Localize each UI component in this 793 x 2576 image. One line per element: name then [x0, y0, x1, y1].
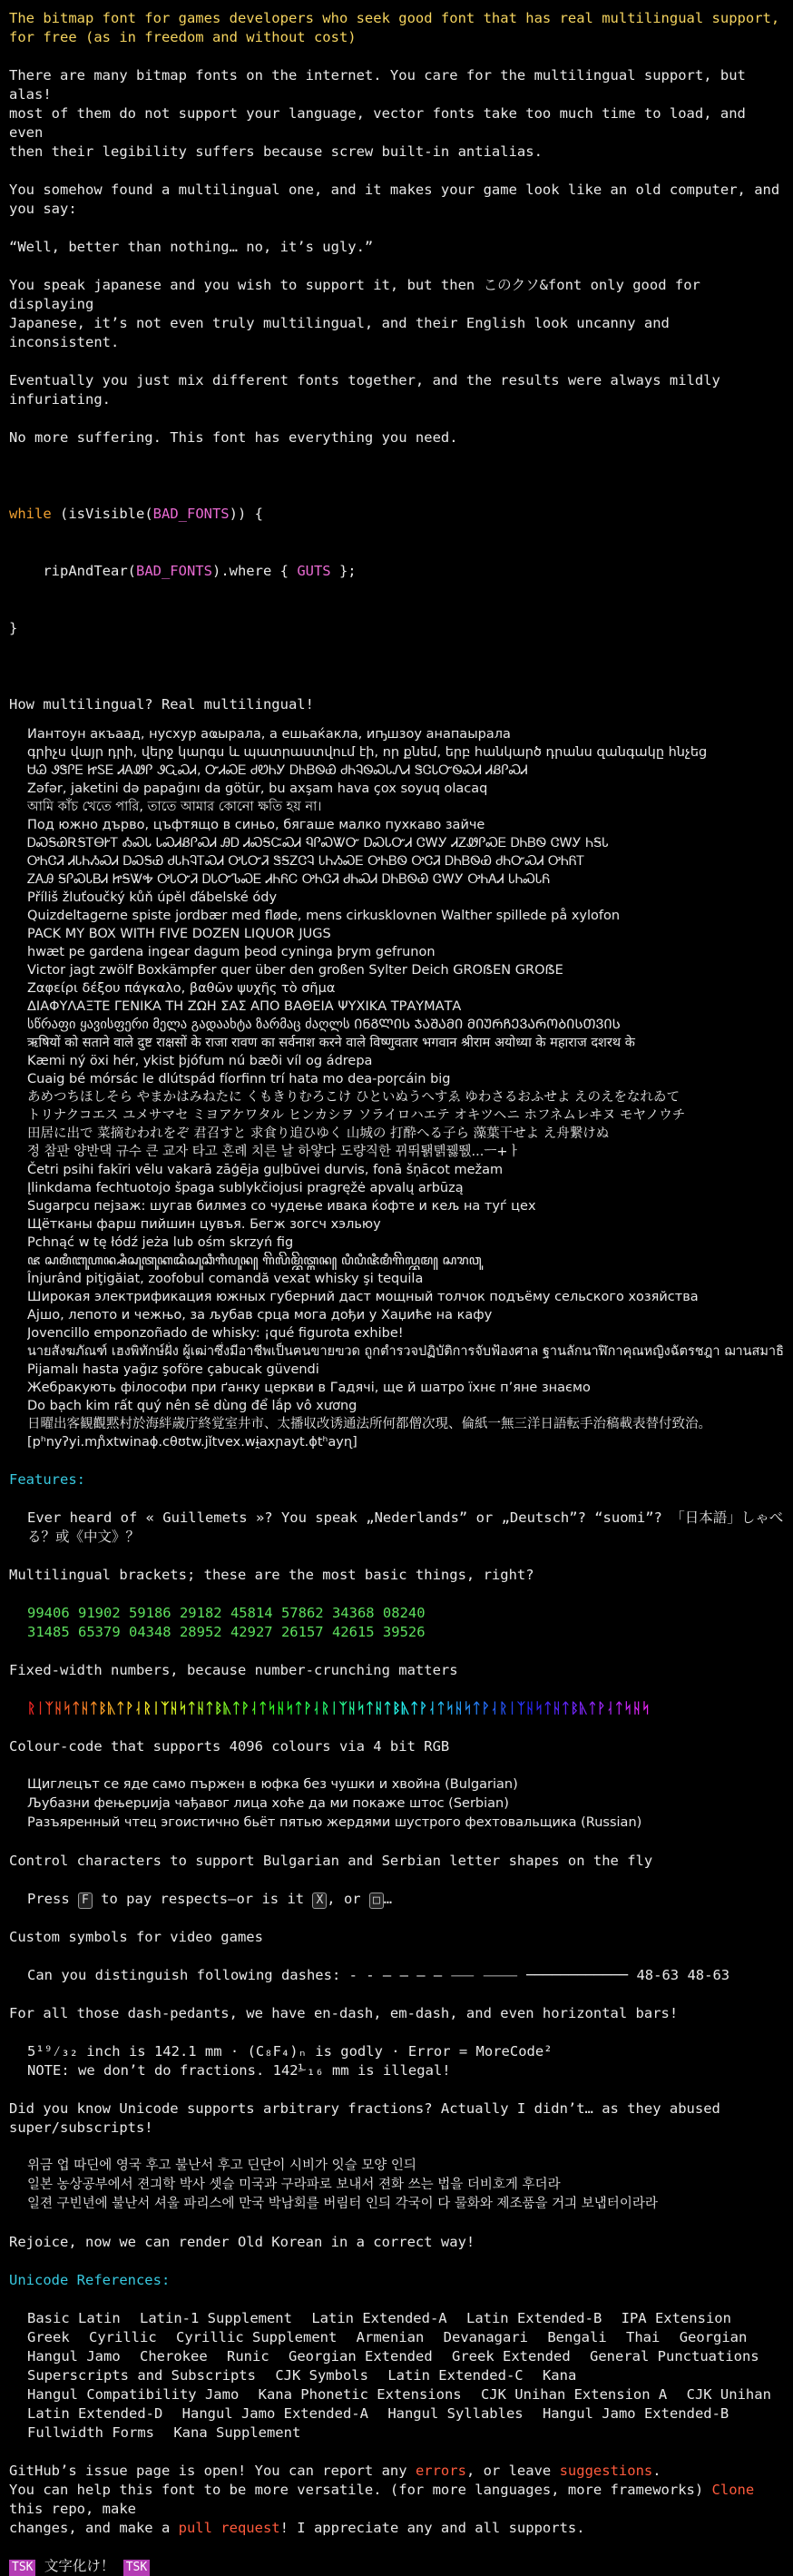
reference-item: Fullwidth Forms — [27, 2424, 154, 2441]
section-heading: Custom symbols for video games — [9, 1929, 263, 1945]
section-heading: How multilingual? Real multilingual! — [9, 696, 314, 713]
code-text: } — [9, 620, 18, 636]
logo-right-icon: TSK — [123, 2560, 150, 2576]
press-text: Press — [27, 1891, 78, 1907]
multilingual-sample-line: 田居に出で 菜摘むわれをぞ 君召すと 求食り追ひゆく 山城の 打酔へる子ら 藻葉干せよ え舟繋けぬ — [27, 1126, 610, 1141]
multilingual-sample-line: ꦗ ꦱꦩꦶꦧꦸꦲꦤ꧀ꦱꦶꦱꦸꦠꦸꦏꦢꦶꦱꦸꦕꦶꦒꦶꦥꦸꦤ꧀ ꦒꦼꦭꦼꦩ꧀ꦧꦼꦠ꧀ꦭꦤ꧀ ꦥꦶꦥꦶꦗꦶꦩꦶꦒꦼꦭ꧀ꦧꦩ꧀ ꦱꦫꦮꦸ — [27, 1254, 482, 1268]
multilingual-sample-line: Sugarpcu пејзаж: шугав билмез со чудење ивака ќофте и кељ на туѓ цех — [27, 1199, 536, 1214]
multilingual-sample-line: ᎠᏍᎦᏯᎡᎦᎢᎾᎨᎢ ᎣᏍᏓ ᏓᏍᏗᏰᎵᏍᏗ ᎯᎠ ᏗᏍᎦᏨᏍᏗ ᏄᎵᏍᏔᏅ ᎠᏍᏓᏅᏗ ᏣᎳᎩ ᏗᏃᏪᎵᏍᎬ ᎠᏂᏴᏫ ᏣᎳᎩ ᏂᎦᏓ — [27, 836, 609, 850]
footer-line — [9, 2462, 784, 2481]
reference-item: Kana — [542, 2367, 577, 2384]
key-x-icon: X — [312, 1893, 327, 1909]
multilingual-sample-line: ᏃᎪᎯ ᎦᎵᏍᏓᏴᏗ ᏥᎦᏔᎭ ᎤᏓᏅᏘ ᎠᏓᏅᏖᏍᎬ ᏗᏂᏲᏟ ᎤᏂᏣᏘ ᏧᏂᏍᏗ ᎠᏂᏴᏫᏯ ᏣᎳᎩ ᎤᏂᎪᏗ ᏓᏂᏍᏓᏲ — [27, 872, 551, 887]
multilingual-sample-line: นายสังฆภัณฑ์ เฮงพิทักษ์ฝั่ง ผู้เฒ่าซึ่งมีอาชีพเป็นฅนขายฃวด ถูกตำรวจปฏิบัติการจับฟ้องศาล ฐานลักนาฬิกาคุณหญิงฉัตรชฎา ฌานสมาธิ — [27, 1344, 784, 1359]
tagline-line-1: The bitmap font for games developers who seek good font that has real multilingual support, — [9, 10, 780, 26]
reference-item: Bengali — [547, 2329, 607, 2345]
multilingual-sample-line: hwæt pe gardena ingear dagum þeod cyninga þrym gefrunon — [27, 945, 436, 959]
intro-text: There are many bitmap fonts on the internet. You care for the multilingual support, but alas! — [9, 67, 746, 103]
multilingual-sample-line: Ζαφείρι δέξου πάγκαλο, βαθῶν ψυχῆς τὸ σῆμα — [27, 981, 336, 996]
reference-item: Latin Extended-B — [465, 2310, 602, 2326]
multilingual-sample-line: Quizdeltagerne spiste jordbær med fløde, mens cirkusklovnen Walther spillede på xylofon — [27, 909, 621, 923]
multilingual-sample-line: Щётканы фарш пийшин цувъя. Бегж зогсч хэльюу — [27, 1217, 381, 1232]
intro-text: most of them do not support your language, vector fonts take too much time to load, and even — [9, 105, 746, 141]
multilingual-sample-line: ऋषियों को सताने वाले दुष्ट राक्षसों के राजा रावण का सर्वनाश करने वाले विष्णुवतार भगवान श्रीराम अयोध्या के महाराज दशरथ के — [27, 1036, 635, 1050]
korean-line: 일젼 구빈년에 불난서 셔울 파리스에 만국 박남회를 버림터 인듸 각국이 다 물화와 제조품을 거긔 보냅터이라라 — [27, 2197, 658, 2211]
sample-line: Разъяренный чтец эгоистично бьёт пятью жердями шустрого фехтовальщика (Russian) — [27, 1815, 642, 1830]
reference-item: Latin Extended-D — [27, 2405, 163, 2422]
multilingual-sample-line: Četri psihi fakīri vēlu vakarā zāģēja guļbūvei durvis, fonā šņācot mežam — [27, 1163, 504, 1177]
code-constant: GUTS — [297, 563, 331, 579]
guillemets-line: Ever heard of « Guillemets »? You speak „Nederlands” or „Deutsch”? “suomi”? 「日本語」しゃべる？或《中文》？ — [27, 1509, 784, 1545]
suggestions-link[interactable]: suggestions — [559, 2463, 653, 2479]
multilingual-sample-line: Zəfər, jaketini də papağını da götür, bu axşam hava çox soyuq olacaq — [27, 782, 488, 796]
reference-item: Devanagari — [443, 2329, 528, 2345]
reference-item: CJK Unihan — [686, 2386, 771, 2403]
numbers-line: 31485 65379 04348 28952 42927 26157 42615 39526 — [27, 1624, 426, 1640]
reference-item: Cherokee — [140, 2348, 208, 2365]
unicode-references-list — [9, 2309, 784, 2443]
code-text: ripAndTear( — [9, 563, 136, 579]
code-line — [9, 562, 784, 581]
korean-line: 일본 농상공부에서 젼긔학 박사 셋슬 미국과 구라파로 보내서 젼화 쓰는 법을 더비호게 후더라 — [27, 2178, 561, 2192]
rainbow-runes: ᚱᛁᛉᚺᛋᛏᚺᛏᛒᚣᛏᚹᛆᚱᛁᛉᚺᛋᛏᚺᛏᛒᚣᛏᚹᛆᛏᛋᚺᛋᛏᚹᛆᚱᛁᛉᚺᛋᛏᚺᛏᛒᚣᛏᚹᛆᛏᛋᚺᛋᛏᚹᛆᚱᛁᛉᚺᛋᛏᚺᛏᛒᚣᛏᚹᛆᛏᛋᚺᛋ — [27, 1700, 651, 1716]
dashes-line: Can you distinguish following dashes: - ‐ ‒ – — ― ⸺ ⸻ ──────────── 48‑63 48-63 — [27, 1967, 730, 1983]
reference-item: Hangul Syllables — [387, 2405, 524, 2422]
press-text: to pay respects—or is it — [92, 1891, 313, 1907]
tagline-line-2: for free (as in freedom and without cost) — [9, 29, 357, 45]
reference-item: Latin-1 Supplement — [140, 2310, 292, 2326]
press-text: , or — [327, 1891, 369, 1907]
reference-item: General Punctuations — [590, 2348, 759, 2365]
section-heading: Control characters to support Bulgarian and Serbian letter shapes on the fly — [9, 1853, 653, 1869]
reference-item: CJK Symbols — [275, 2367, 368, 2384]
code-text: )) { — [229, 506, 263, 522]
numbers-block — [9, 1604, 784, 1642]
section-heading: Multilingual brackets; these are the most basic things, right? — [9, 1567, 534, 1583]
footer-text: , or leave — [465, 2463, 560, 2479]
multilingual-sample-line: Ајшо, лепото и чежњо, за љубав срца мога дођи у Хаџиће на кафу — [27, 1308, 493, 1322]
intro-text: You speak japanese and you wish to support it, but then このクソ&font only good for displaying — [9, 277, 700, 312]
reference-item: Superscripts and Subscripts — [27, 2367, 256, 2384]
multilingual-sample-line: Įlinkdama fechtuotojo špaga sublykčiojusi pragręžė apvalų arbūzą — [27, 1181, 464, 1195]
multilingual-sample-line: 정 참판 양반댁 규수 큰 교자 타고 혼례 치른 날 하얗다 도량직한 뀌뛰퇡톍꿿뛠...ㅡ+ㅏ — [27, 1145, 521, 1159]
sample-line: Щиглецът се яде само пържен в юфка без чушки и хвойна (Bulgarian) — [27, 1777, 518, 1792]
old-korean-block — [9, 2157, 784, 2214]
reference-item: Runic — [227, 2348, 269, 2365]
press-text: … — [383, 1891, 393, 1907]
korean-line: 위금 업 따딘에 영국 후고 불난서 후고 딘단이 시비가 잇슬 모양 인듸 — [27, 2158, 416, 2173]
quote-text: “Well, better than nothing… no, it’s ugly.” — [9, 239, 374, 255]
sample-line: Љубазни фењерџија чађавог лица хоће да ми покаже штос (Serbian) — [27, 1796, 509, 1811]
pull-request-link[interactable]: pull request — [178, 2520, 280, 2536]
footer-text: changes, and make a — [9, 2520, 179, 2536]
multilingual-sample-line: գրիչս վայր դրի, վերջ կարգս և պատրաստվում էի, որ քնեմ, երբ հանկարծ դրանս զանգակը հնչեց — [27, 745, 708, 760]
multilingual-sample-line: Pijamalı hasta yağız şoföre çabucak güvendi — [27, 1362, 319, 1377]
reference-item: Latin Extended-A — [311, 2310, 447, 2326]
features-heading: Features: — [9, 1471, 85, 1488]
code-text: }; — [330, 563, 357, 579]
multilingual-sample-line: Înjurând piţigăiat, zoofobul comandă vexat whisky şi tequila — [27, 1272, 424, 1286]
multilingual-sample-line: სწრაფი ყავისფერი მელა გადაახტა ზარმაც ძაღლს ᲘᲜᲒᲚᲘᲡ ᲯᲐᲨᲐᲛᲘ ᲛᲘᲣᲠᲩᲔᲕᲐᲠᲝᲑᲘᲡᲗᲕᲘᲡ — [27, 1018, 621, 1032]
code-block — [9, 467, 784, 676]
errors-link[interactable]: errors — [415, 2463, 466, 2479]
multilingual-sample-line: আমি কাঁচ খেতে পারি, তাতে আমার কোনো ক্ষতি হয় না। — [27, 800, 322, 814]
intro-paragraph — [9, 276, 784, 352]
code-keyword: while — [9, 506, 52, 522]
multilingual-sample-line: ᏌᏊ ᏭᏕᎵᎬ ᏥᏚᎬ ᏗᎪᏪᎵ ᏭᏩᏍᏗ, ᏅᏗᏍᎬ ᏧᏬᏂᎩ ᎠᏂᏴᏫᏯ ᏧᏂᎸᏫᏍᏓᏁᏗ ᏕᏣᏓᏅᏫᏍᏗ ᏗᏰᎵᏍᏗ — [27, 763, 528, 778]
footer-line — [9, 2481, 784, 2519]
logo-text: 文字化け！ — [44, 2558, 115, 2574]
reference-item: Hangul Jamo — [27, 2348, 121, 2365]
section-heading: Fixed-width numbers, because number-crunching matters — [9, 1662, 458, 1678]
intro-text: You somehow found a multilingual one, and it makes your game look like an old computer, and you say: — [9, 182, 780, 217]
footer-text: You can help this font to be more versatile. (for more languages, more frameworks) — [9, 2482, 712, 2498]
reference-item: CJK Unihan Extension A — [480, 2386, 668, 2403]
footer-line — [9, 2519, 784, 2538]
footer-text: ! I appreciate any and all supports. — [279, 2520, 585, 2536]
references-heading: Unicode References: — [9, 2272, 171, 2288]
multilingual-sample-line: Pchnąć w tę łódź jeża lub ośm skrzyń fig — [27, 1235, 294, 1250]
reference-item: Greek — [27, 2329, 70, 2345]
multilingual-sample-line: Под южно дърво, цъфтящо в синьо, бягаше малко пухкаво зайче — [27, 818, 485, 832]
reference-item: Greek Extended — [452, 2348, 571, 2365]
reference-item: Hangul Jamo Extended-A — [181, 2405, 368, 2422]
multilingual-sample-list — [9, 725, 784, 1451]
key-f-icon: F — [78, 1893, 93, 1909]
intro-paragraph — [9, 66, 784, 162]
footer — [9, 2462, 784, 2538]
logo-left-icon: TSK — [9, 2560, 35, 2576]
footer-text: this repo, make — [9, 2501, 136, 2517]
multilingual-sample-line: Широкая электрификация южных губерний даст мощный толчок подъёму сельского хозяйства — [27, 1290, 699, 1304]
multilingual-sample-line: ᎤᏂᏣᏘ ᏗᏓᏂᏱᏍᏗ ᎠᏍᎦᏯ ᏧᏓᏂᎸᎢᏍᏗ ᎤᏓᏅᏘ ᏕᎦᏃᏣᎸ ᏓᏂᏱᏍᎬ ᎤᏂᏴᏫ ᎤᏣᏘ ᎠᏂᏴᏫᏯ ᏧᏂᏅᏍᏗ ᎤᏂᏲᎢ — [27, 854, 585, 869]
intro-text: then their legibility suffers because screw built-in antialias. — [9, 143, 543, 160]
multilingual-sample-line: Kæmi ný öxi hér, ykist þjófum nú bæði víl og ádrepa — [27, 1054, 373, 1068]
press-line — [9, 1890, 784, 1909]
reference-item: IPA Extension — [621, 2310, 731, 2326]
multilingual-sample-line: ΔΙΑΦΥΛΑΞΤΕ ΓΕΝΙΚΑ ΤΗ ΖΩΗ ΣΑΣ ΑΠΟ ΒΑΘΕΙΑ ΨΥΧΙΚΑ ΤΡΑΥΜΑΤΑ — [27, 999, 462, 1014]
footer-text: GitHub’s issue page is open! You can report any — [9, 2463, 416, 2479]
multilingual-sample-line: あめつちほしそら やまかはみねたに くもきりむろこけ ひといぬうへすゑ ゆわさるおふせよ えのえをなれゐて — [27, 1090, 680, 1105]
multilingual-sample-line: Jovencillo emponzoñado de whisky: ¡qué figurota exhibe! — [27, 1326, 404, 1341]
reference-item: Kana Phonetic Extensions — [258, 2386, 462, 2403]
code-constant: BAD_FONTS — [152, 506, 230, 522]
reference-item: Thai — [626, 2329, 661, 2345]
section-heading: Rejoice, now we can render Old Korean in a correct way! — [9, 2234, 475, 2250]
multilingual-sample-line: Příliš žluťoučký kůň úpěl ďábelské ódy — [27, 890, 278, 905]
multilingual-sample-line: Жебракують філософи при ґанку церкви в Гадячі, ще й шатро їхнє п’яне знаємо — [27, 1381, 591, 1395]
section-heading: Colour-code that supports 4096 colours via 4 bit RGB — [9, 1738, 450, 1755]
code-line — [9, 619, 784, 638]
code-text: ).where { — [211, 563, 298, 579]
fraction-line: NOTE: we don’t do fractions. 142⅟₁₆ mm is illegal! — [27, 2062, 451, 2079]
clone-link[interactable]: Clone — [711, 2482, 755, 2498]
reference-item: Basic Latin — [27, 2310, 121, 2326]
multilingual-sample-line: PACK MY BOX WITH FIVE DOZEN LIQUOR JUGS — [27, 927, 331, 941]
reference-item: Latin Extended-C — [387, 2367, 524, 2384]
code-constant: BAD_FONTS — [135, 563, 212, 579]
multilingual-sample-line: Victor jagt zwölf Boxkämpfer quer über den großen Sylter Deich GROẞEN GROẞE — [27, 963, 563, 978]
intro-text: Eventually you just mix different fonts together, and the results were always mildly infuriating. — [9, 372, 720, 408]
multilingual-sample-line: トリナクコエス ユメサマセ ミヨアケワタル ヒンカシヲ ソライロハエテ オキツヘニ ホフネムレヰヌ モヤノウチ — [27, 1108, 686, 1123]
fractions-block — [9, 2042, 784, 2080]
reference-item: Hangul Compatibility Jamo — [27, 2386, 240, 2403]
reference-item: Armenian — [356, 2329, 425, 2345]
code-line — [9, 505, 784, 524]
code-text: (isVisible( — [51, 506, 153, 522]
bulgarian-serbian-samples — [9, 1775, 784, 1833]
numbers-line: 99406 91902 59186 29182 45814 57862 34368 08240 — [27, 1605, 426, 1621]
reference-item: Cyrillic Supplement — [176, 2329, 338, 2345]
multilingual-sample-line: 日曜出客観觀黙村於海絆歳庁終覚室井市、太播収改诱通法所何都僧次現、倫紙一無三洋日語転手治稿載表替付致治。 — [27, 1417, 711, 1431]
reference-item: Kana Supplement — [173, 2424, 301, 2441]
intro-text: Japanese, it’s not even truly multilingual, and their English look uncanny and inconsistent. — [9, 315, 670, 350]
footer-text: . — [652, 2463, 661, 2479]
multilingual-sample-line: Иантоун акъаад, нусхур аҩырала, а ешьаќакла, иҧшзоу анапаырала — [27, 727, 511, 742]
reference-item: Hangul Jamo Extended-B — [542, 2405, 729, 2422]
key-square-icon: □ — [369, 1893, 384, 1909]
multilingual-sample-line: Cuaig bé mórsác le dlútspád fíorfinn trí hata mo dea-poɼcáin big — [27, 1072, 451, 1086]
reference-item: Georgian — [679, 2329, 748, 2345]
multilingual-sample-line: [pʰnyʔyi.mɲ̊xtwinaɸ.cθʊtw.jǐtvex.wɨ̯axɲayt.ɸtʰayɳ] — [27, 1435, 357, 1450]
multilingual-sample-line: Do bạch kim rất quý nên sẽ dùng để lắp vô xương — [27, 1399, 357, 1413]
intro-text: No more suffering. This font has everything you need. — [9, 429, 458, 446]
section-heading: Did you know Unicode supports arbitrary fractions? Actually I didn’t… as they abused super/subscripts! — [9, 2100, 720, 2136]
reference-item: Cyrillic — [89, 2329, 157, 2345]
fraction-line: 5¹⁹⁄₃₂ inch is 142.1 mm · (C₈F₄)ₙ is godly · Error = MoreCode² — [27, 2043, 553, 2060]
footer-logo-row — [9, 2557, 784, 2576]
section-heading: For all those dash-pedants, we have en-dash, em-dash, and even horizontal bars! — [9, 2005, 679, 2021]
reference-item: Georgian Extended — [289, 2348, 433, 2365]
